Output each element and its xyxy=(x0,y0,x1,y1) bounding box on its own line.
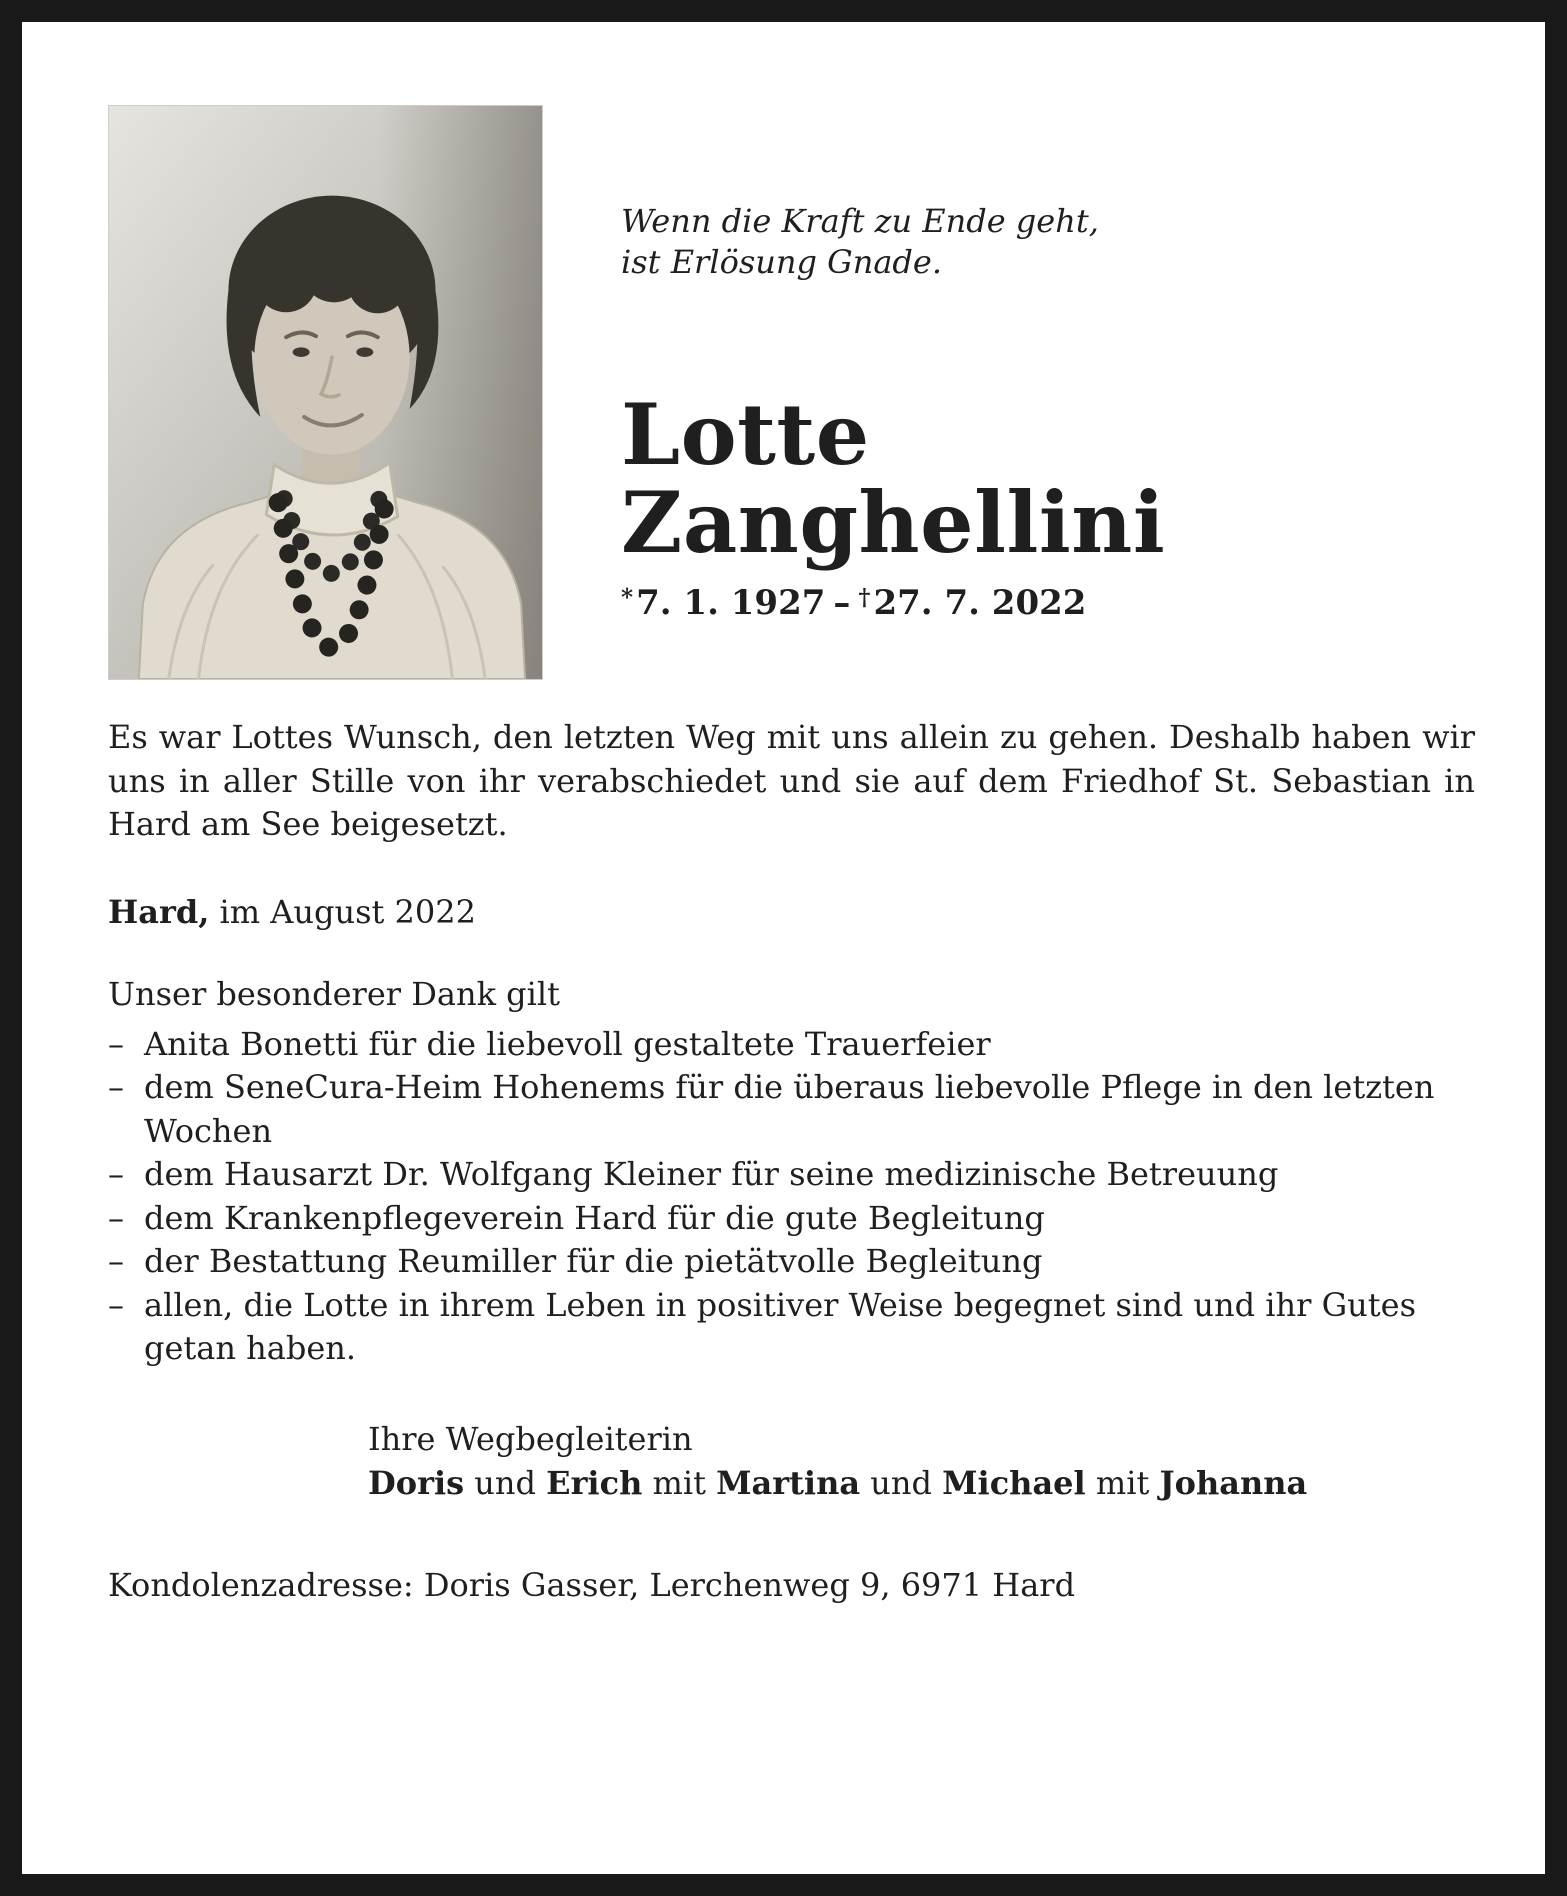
family-connector: und xyxy=(464,1464,547,1503)
dateline-place: Hard, xyxy=(108,892,210,931)
dates-separator: – xyxy=(833,583,851,624)
dateline-date: im August 2022 xyxy=(209,892,476,931)
family-block xyxy=(368,1417,1475,1507)
thanks-item xyxy=(108,1153,1475,1197)
dash-bullet: – xyxy=(108,1198,124,1237)
dash-bullet: – xyxy=(108,1155,124,1194)
thanks-item xyxy=(108,1023,1475,1067)
family-connector: und xyxy=(860,1464,943,1503)
birth-date: 7. 1. 1927 xyxy=(636,583,826,624)
deceased-first-name: Lotte xyxy=(621,384,870,484)
death-date: 27. 7. 2022 xyxy=(873,583,1087,624)
thanks-item-text: der Bestattung Reumiller für die pietätvolle Begleitung xyxy=(144,1242,1043,1281)
quote-line-2: ist Erlösung Gnade. xyxy=(621,242,942,281)
thanks-item-text: Anita Bonetti für die liebevoll gestaltete Trauerfeier xyxy=(144,1024,991,1063)
family-name: Michael xyxy=(942,1464,1086,1503)
thanks-item-text: dem SeneCura-Heim Hohenems für die überaus liebevolle Pflege in den letzten Wochen xyxy=(144,1068,1435,1150)
thanks-item xyxy=(108,1197,1475,1241)
dash-bullet: – xyxy=(108,1068,124,1107)
thanks-item-text: allen, die Lotte in ihrem Leben in positiver Weise begegnet sind und ihr Gutes getan haben. xyxy=(144,1285,1416,1368)
header-section xyxy=(108,105,1475,680)
thanks-item xyxy=(108,1240,1475,1284)
portrait-photo xyxy=(108,105,543,680)
thanks-item-text: dem Krankenpflegeverein Hard für die gute Begleitung xyxy=(144,1198,1045,1237)
thanks-item xyxy=(108,1066,1475,1153)
family-name: Erich xyxy=(546,1464,643,1503)
dash-bullet: – xyxy=(108,1242,124,1281)
life-dates xyxy=(621,583,1165,623)
deceased-last-name: Zanghellini xyxy=(621,473,1166,573)
thanks-item xyxy=(108,1284,1475,1371)
family-name: Doris xyxy=(368,1464,465,1503)
dash-bullet: – xyxy=(108,1285,124,1324)
family-name: Johanna xyxy=(1159,1464,1308,1503)
condolence-line: Kondolenzadresse: Doris Gasser, Lerchenweg 9, 6971 Hard xyxy=(108,1566,1076,1605)
dateline xyxy=(108,893,1475,931)
portrait-illustration xyxy=(109,106,542,679)
family-intro: Ihre Wegbegleiterin xyxy=(368,1419,693,1458)
header-text-column xyxy=(543,105,1165,680)
family-connector: mit xyxy=(1085,1464,1160,1503)
thanks-section xyxy=(108,975,1475,1371)
family-names xyxy=(368,1461,1475,1506)
family-name: Martina xyxy=(716,1464,861,1503)
announcement-paragraph: Es war Lottes Wunsch, den letzten Weg mit uns allein zu gehen. Deshalb haben wir uns in aller Stille von ihr verabschiedet und sie auf dem Friedhof St. Sebastian in Hard am See beigesetzt. xyxy=(108,718,1475,844)
thanks-list xyxy=(108,1023,1475,1371)
deceased-name xyxy=(621,384,1166,573)
family-connector: mit xyxy=(642,1464,717,1503)
birth-symbol: * xyxy=(621,584,634,612)
thanks-intro: Unser besonderer Dank gilt xyxy=(108,974,560,1013)
death-symbol: † xyxy=(858,584,871,612)
dash-bullet: – xyxy=(108,1024,124,1063)
quote-line-1: Wenn die Kraft zu Ende geht, xyxy=(621,202,1099,240)
thanks-item-text: dem Hausarzt Dr. Wolfgang Kleiner für seine medizinische Betreuung xyxy=(144,1155,1279,1194)
obituary-page xyxy=(22,22,1545,1874)
quote-block xyxy=(621,201,1165,283)
